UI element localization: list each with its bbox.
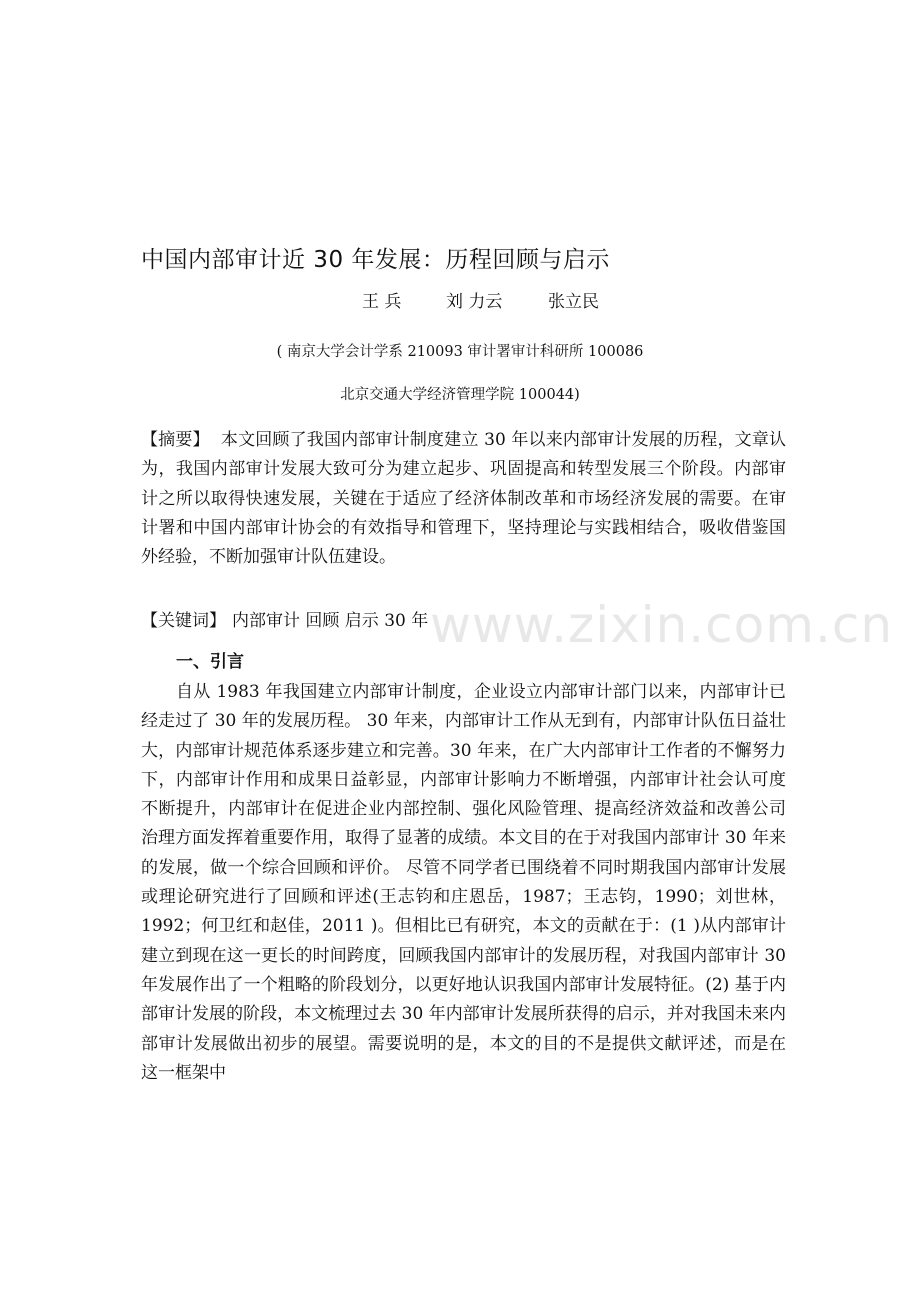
abstract-text: 本文回顾了我国内部审计制度建立 30 年以来内部审计发展的历程，文章认为，我国内部审计发展大致可分为建立起步、巩固提高和转型发展三个阶段。内部审计之所以取得快速发展，关键在于适应了经济体制改革和市场经济发展的需要。在审计署和中国内部审计协会的有效指导和管理下，坚持理论与实践相结合，吸收借鉴国外经验，不断加强审计队伍建设。	[141, 430, 786, 568]
introduction-paragraph: 自从 1983 年我国建立内部审计制度，企业设立内部审计部门以来，内部审计已经走过了 30 年的发展历程。 30 年来，内部审计工作从无到有，内部审计队伍日益壮大，内部审计规范体系逐步建立和完善。30 年来，在广大内部审计工作者的不懈努力下，内部审计作用和成果日益彰显，内部审计影响力不断增强，内部审计社会认可度不断提升，内部审计在促进企业内部控制、强化风险管理、提高经济效益和改善公司治理方面发挥着重要作用，取得了显著的成绩。本文目的在于对我国内部审计 30 年来的发展，做一个综合回顾和评价。 尽管不同学者已围绕着不同时期我国内部审计发展或理论研究进行了回顾和评述(王志钧和庄恩岳，1987；王志钧，1990；刘世林，1992；何卫红和赵佳，2011 )。但相比已有研究，本文的贡献在于：(1 )从内部审计建立到现在这一更长的时间跨度，回顾我国内部审计的发展历程，对我国内部审计 30 年发展作出了一个粗略的阶段划分，以更好地认识我国内部审计发展特征。(2) 基于内部审计发展的阶段，本文梳理过去 30 年内部审计发展所获得的启示，并对我国未来内部审计发展做出初步的展望。需要说明的是，本文的目的不是提供文献评述，而是在这一框架中	[141, 682, 786, 1083]
keywords-label: 【关键词】	[141, 611, 226, 631]
keywords-text: 内部审计 回顾 启示 30 年	[232, 611, 429, 631]
affiliation-line-1: ( 南京大学会计学系 210093 审计署审计科研所 100086	[276, 344, 644, 360]
author-1: 王 兵	[362, 292, 402, 312]
document-title: 中国内部审计近 30 年发展：历程回顾与启示	[141, 247, 610, 273]
watermark: www.zixin.com.cn	[430, 596, 894, 654]
author-2: 刘 力云	[446, 292, 503, 312]
affiliation-line-2: 北京交通大学经济管理学院 100044)	[340, 387, 580, 403]
author-3: 张立民	[548, 292, 599, 312]
keywords	[141, 606, 428, 631]
abstract	[141, 426, 786, 572]
section-heading-introduction: 一、引言	[176, 652, 244, 672]
abstract-label: 【摘要】	[141, 430, 210, 450]
